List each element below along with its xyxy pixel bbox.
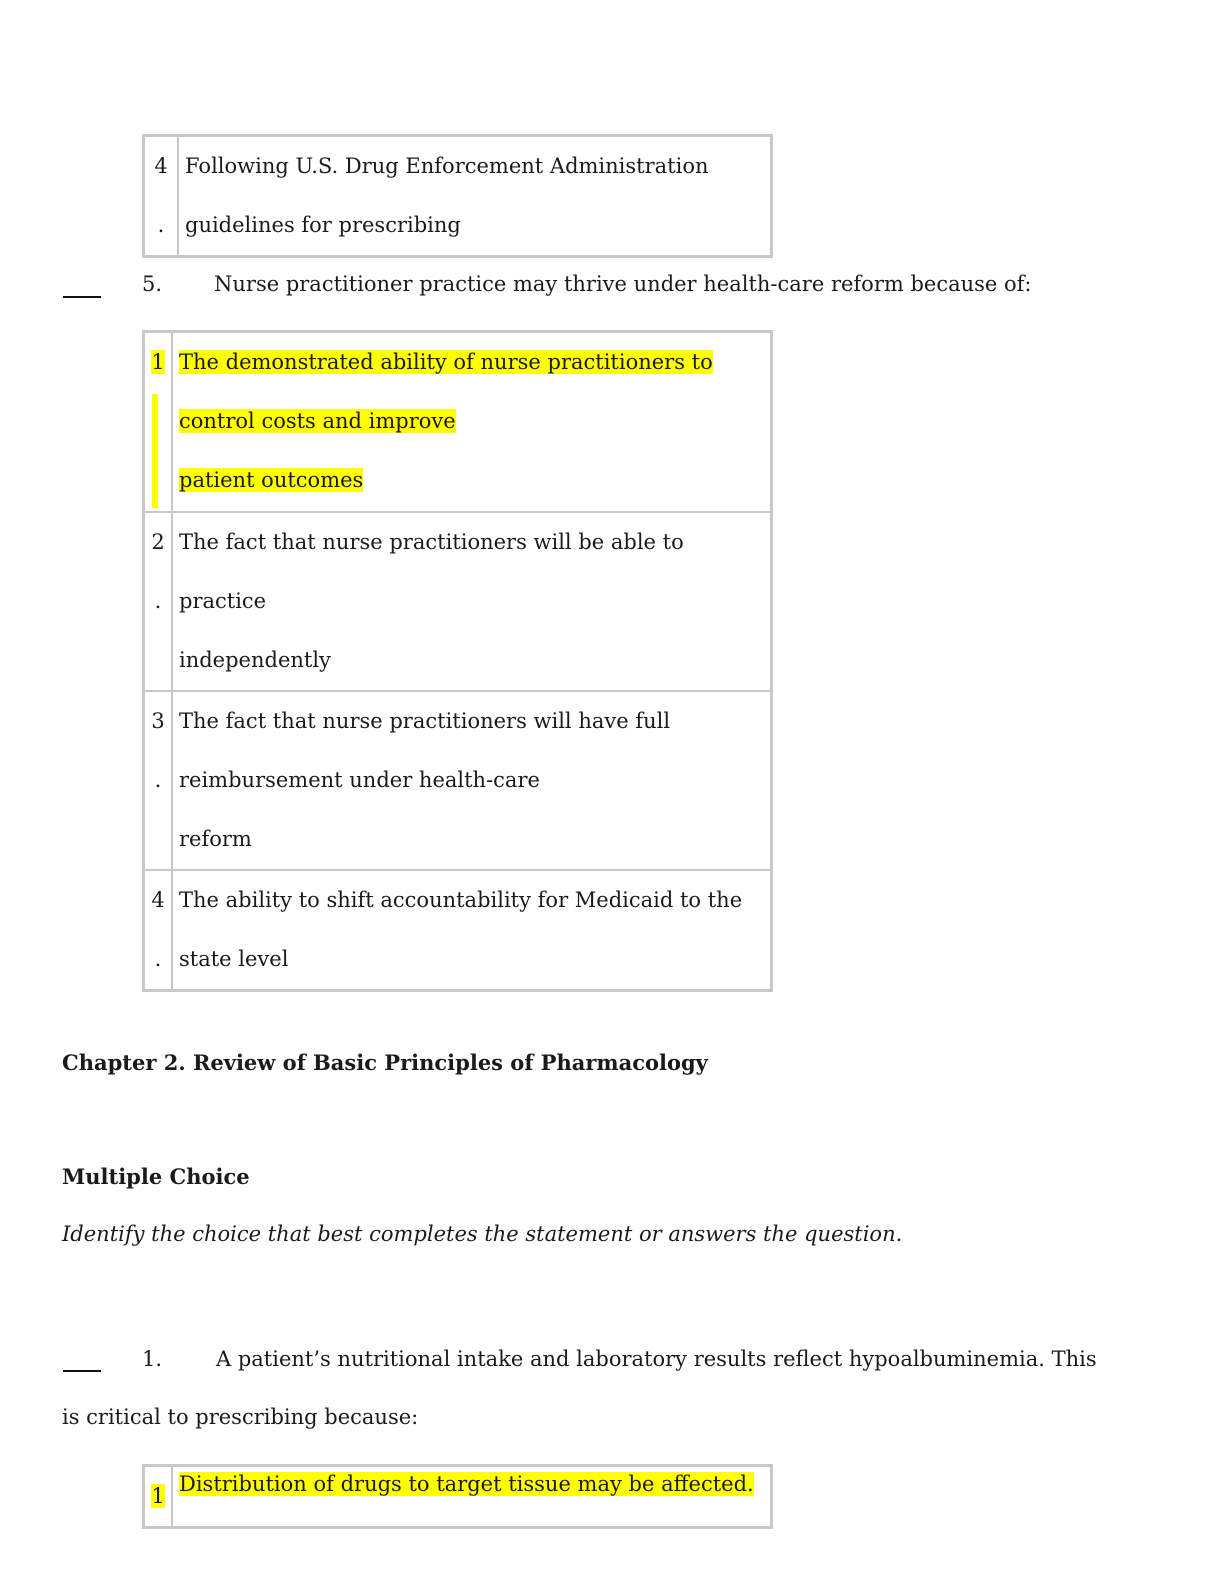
option-number: 2 . [144,512,173,691]
section-heading: Multiple Choice [62,1164,250,1189]
option-text: The ability to shift accountability for Medicaid to the state level [172,870,772,991]
option-text: The fact that nurse practitioners will be able to practice independently [172,512,772,691]
q4-option-table [142,134,773,258]
question-stem: A patient’s nutritional intake and laboratory results reflect hypoalbuminemia. This [216,1347,1097,1371]
option-number: 3 . [144,691,173,870]
q5-option-table [142,330,773,992]
option-number: 4 . [144,870,173,991]
option-text: Distribution of drugs to target tissue may be affected. [172,1466,772,1528]
question-stem: Nurse practitioner practice may thrive under health-care reform because of: [214,272,1032,296]
option-number: 1 [144,332,173,512]
answer-blank[interactable] [63,1370,101,1372]
option-number: 1 [144,1466,173,1528]
instructions: Identify the choice that best completes the statement or answers the question. [62,1222,903,1246]
question-stem-continued: is critical to prescribing because: [62,1405,419,1429]
c2q1-option-table [142,1464,773,1529]
question-number: 1. [142,1347,163,1371]
option-number: 4 . [144,136,179,257]
option-text: The demonstrated ability of nurse practitioners to control costs and improve patient outcomes [172,332,772,512]
option-text: Following U.S. Drug Enforcement Administration guidelines for prescribing [178,136,772,257]
answer-blank[interactable] [63,296,101,298]
question-number: 5. [142,272,163,296]
chapter-title: Chapter 2. Review of Basic Principles of Pharmacology [62,1050,708,1075]
option-text: The fact that nurse practitioners will have full reimbursement under health-care reform [172,691,772,870]
highlight-bar [152,394,158,508]
